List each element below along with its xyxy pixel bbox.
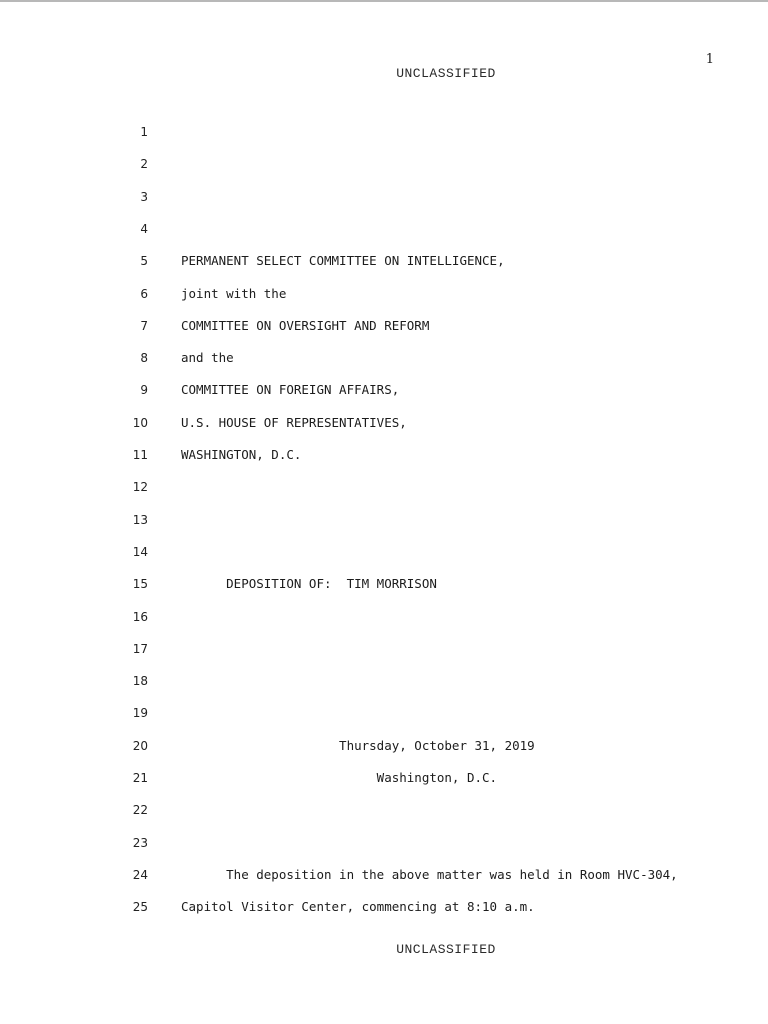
line-text: Capitol Visitor Center, commencing at 8:10 a.m. [181,899,535,915]
line-text: DEPOSITION OF: TIM MORRISON [181,576,437,592]
line-number: 16 [132,609,148,624]
transcript-line [0,446,768,466]
transcript-line [0,155,768,175]
line-text: WASHINGTON, D.C. [181,447,302,462]
transcript-line [0,640,768,660]
line-number: 21 [132,771,148,785]
line-number: 25 [132,900,148,915]
line-text: The deposition in the above matter was held in Room HVC-304, [181,866,678,882]
line-number: 5 [140,254,148,269]
line-text: Thursday, October 31, 2019 [181,737,535,753]
line-number: 22 [132,803,148,818]
line-number: 18 [132,674,148,689]
transcript-line [0,317,768,337]
transcript-line [0,543,768,563]
line-number: 9 [140,383,148,398]
line-text: COMMITTEE ON OVERSIGHT AND REFORM [181,317,430,333]
line-number: 12 [132,480,148,495]
line-text: Washington, D.C. [181,770,498,785]
line-number: 4 [140,221,148,236]
transcript-line [0,188,768,208]
line-text: and the [181,350,234,366]
line-number: 14 [132,544,148,559]
transcript-line [0,478,768,498]
line-number: 6 [140,286,148,301]
line-text: PERMANENT SELECT COMMITTEE ON INTELLIGENCE, [181,253,505,269]
transcript-line [0,834,768,854]
transcript-line [0,608,768,628]
transcript-line [0,414,768,434]
transcript-line [0,769,768,789]
footer-classification-marking: UNCLASSIFIED [396,942,496,957]
line-number: 11 [132,448,148,462]
line-text: joint with the [181,285,287,301]
transcript-line [0,511,768,531]
line-number: 8 [140,351,148,366]
line-text: U.S. HOUSE OF REPRESENTATIVES, [181,414,407,430]
line-number: 7 [140,318,148,333]
line-number: 2 [140,157,148,172]
transcript-line [0,285,768,305]
transcript-line [0,672,768,692]
header-classification-marking: UNCLASSIFIED [396,66,496,81]
line-number: 17 [132,641,148,656]
line-number: 3 [140,189,148,204]
page-number: 1 [705,52,714,67]
line-number: 19 [132,706,148,721]
transcript-line [0,704,768,724]
transcript-line [0,349,768,369]
line-number: 20 [132,738,148,753]
transcript-line [0,866,768,886]
transcript-line [0,898,768,918]
transcript-line [0,220,768,240]
line-number: 15 [132,577,148,592]
line-number: 1 [140,125,148,139]
transcript-line [0,575,768,595]
line-number: 24 [132,867,148,882]
transcript-line [0,381,768,401]
transcript-line [0,801,768,821]
line-text: COMMITTEE ON FOREIGN AFFAIRS, [181,382,400,398]
transcript-line [0,252,768,272]
line-number: 10 [132,415,148,430]
line-number: 13 [132,512,148,527]
transcript-line [0,737,768,757]
line-number: 23 [132,835,148,850]
transcript-line [0,123,768,143]
